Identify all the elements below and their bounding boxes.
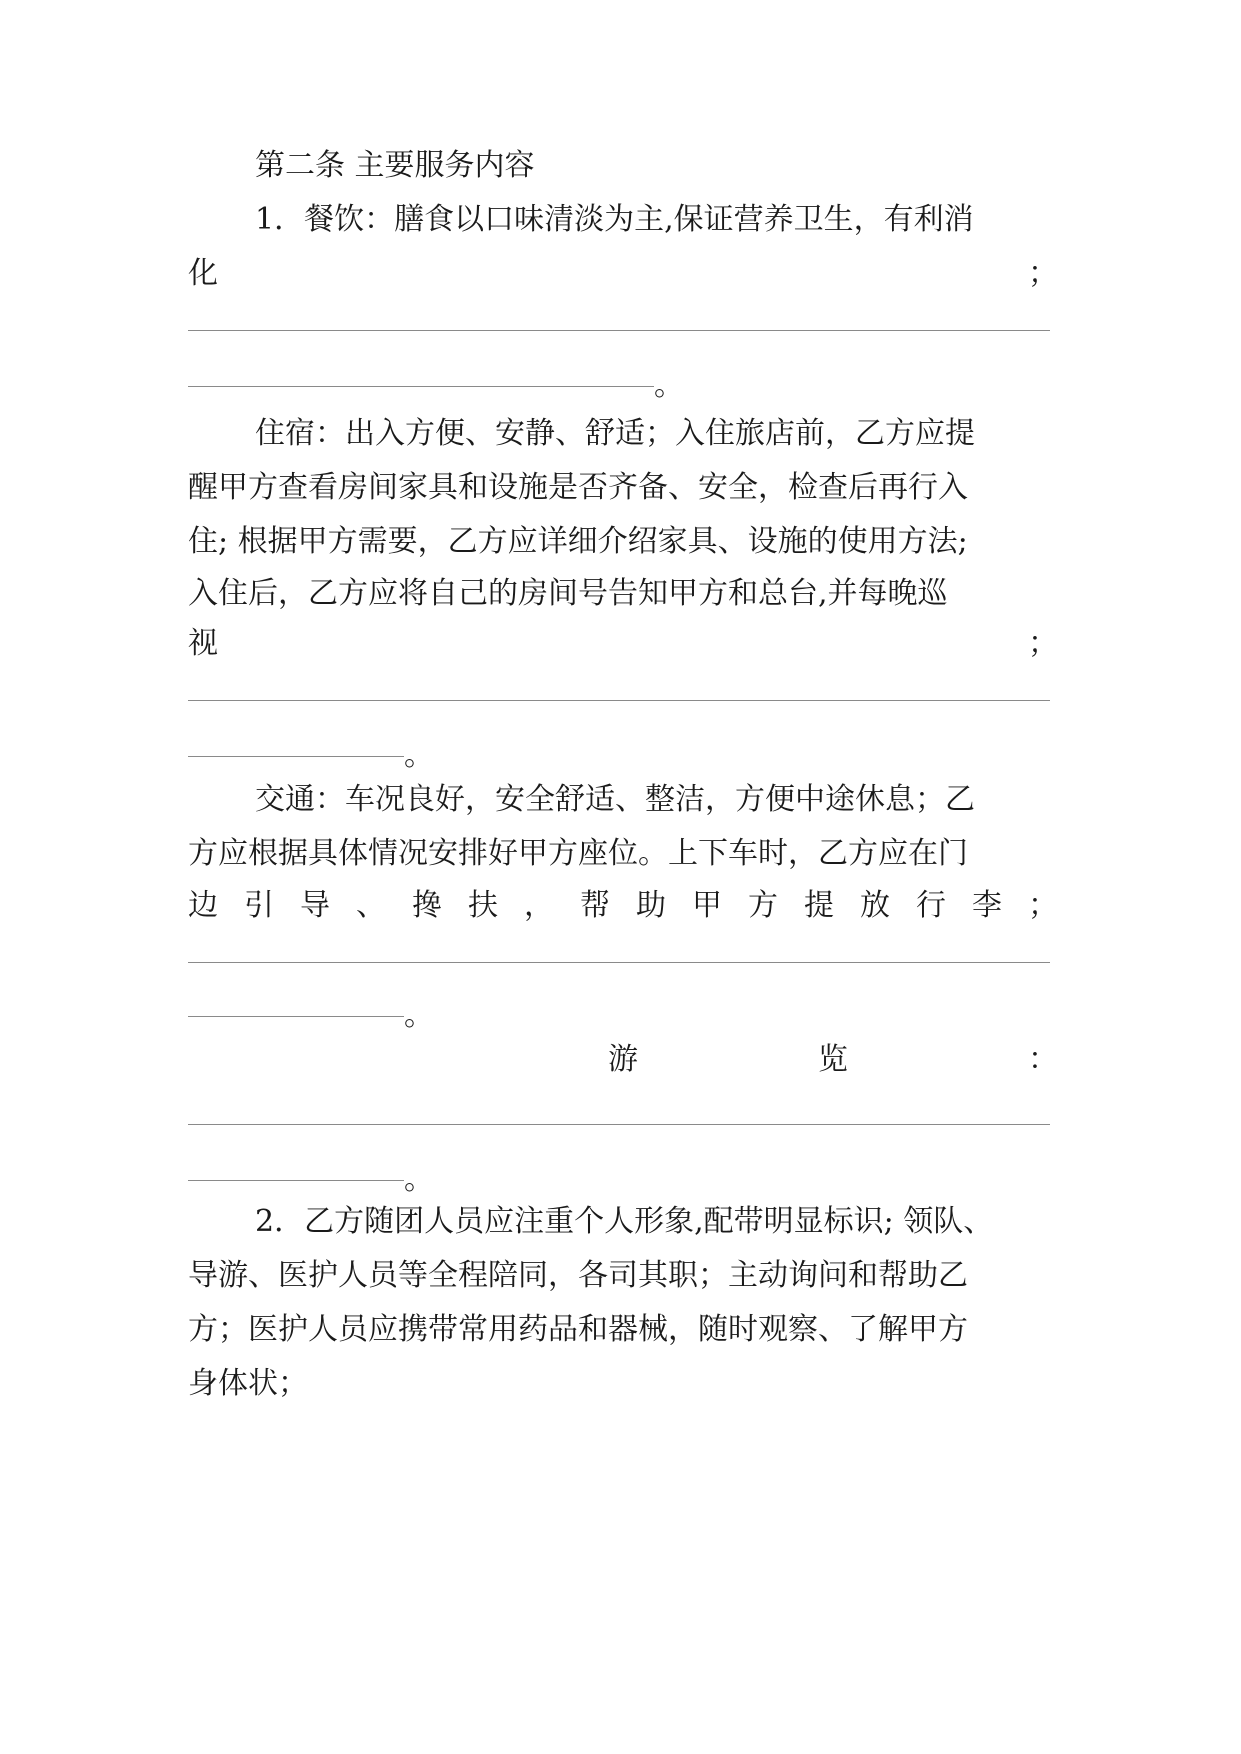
item2-line2: 导游、医护人员等全程陪同，各司其职；主动询问和帮助乙 [188, 1258, 968, 1293]
item1-line1: 1．餐饮：膳食以口味清淡为主,保证营养卫生，有利消 [255, 202, 974, 237]
lodging-line3: 住; 根据甲方需要，乙方应详细介绍家具、设施的使用方法; [188, 524, 968, 559]
item1-line2-end: ； [1028, 256, 1058, 291]
transport-line3 [188, 886, 1058, 926]
transport-char: 导 [300, 888, 330, 923]
tour-word2: 览 [818, 1042, 848, 1077]
transport-char: 提 [804, 888, 834, 923]
item1-line2 [188, 254, 1058, 294]
transport-char: 引 [244, 888, 274, 923]
transport-char: 助 [636, 888, 666, 923]
tour-tail-period: 。 [404, 1162, 434, 1197]
transport-line1: 交通：车况良好，安全舒适、整洁，方便中途休息；乙 [255, 782, 975, 817]
transport-char: 甲 [692, 888, 722, 923]
lodging-line1: 住宿：出入方便、安静、舒适；入住旅店前，乙方应提 [255, 416, 975, 451]
blank-fill-line [188, 330, 1050, 331]
lodging-tail-period: 。 [404, 738, 434, 773]
transport-tail-period: 。 [404, 998, 434, 1033]
tour-word1: 游 [608, 1042, 638, 1077]
transport-char: 、 [356, 888, 386, 923]
lodging-line5-end: ； [1028, 626, 1058, 661]
blank-fill-line [188, 1180, 404, 1181]
blank-fill-line [188, 756, 404, 757]
blank-fill-line [188, 386, 654, 387]
lodging-line2: 醒甲方查看房间家具和设施是否齐备、安全，检查后再行入 [188, 470, 968, 505]
transport-char: ， [524, 888, 554, 923]
section-heading: 第二条 主要服务内容 [255, 148, 535, 183]
tour-colon: ： [1028, 1042, 1058, 1077]
transport-char: 帮 [580, 888, 610, 923]
transport-char: ； [1028, 888, 1058, 923]
blank-fill-line [188, 700, 1050, 701]
transport-char: 方 [748, 888, 778, 923]
transport-char: 李 [972, 888, 1002, 923]
transport-char: 放 [860, 888, 890, 923]
item2-line3: 方；医护人员应携带常用药品和器械，随时观察、了解甲方 [188, 1312, 968, 1347]
transport-char: 边 [188, 888, 218, 923]
tour-line [188, 1040, 1058, 1080]
lodging-line5 [188, 624, 1058, 664]
blank-fill-line [188, 962, 1050, 963]
blank-fill-line [188, 1124, 1050, 1125]
transport-char: 扶 [468, 888, 498, 923]
lodging-line4: 入住后，乙方应将自己的房间号告知甲方和总台,并每晚巡 [188, 576, 948, 611]
item2-line1: 2．乙方随团人员应注重个人形象,配带明显标识; 领队、 [255, 1204, 994, 1239]
transport-char: 行 [916, 888, 946, 923]
item2-line4: 身体状； [188, 1366, 308, 1401]
blank-fill-line [188, 1016, 404, 1017]
item1-line2-text: 化 [188, 256, 218, 291]
lodging-line5-text: 视 [188, 626, 218, 661]
item1-tail-period: 。 [654, 368, 684, 403]
transport-line2: 方应根据具体情况安排好甲方座位。上下车时，乙方应在门 [188, 836, 968, 871]
transport-char: 搀 [412, 888, 442, 923]
